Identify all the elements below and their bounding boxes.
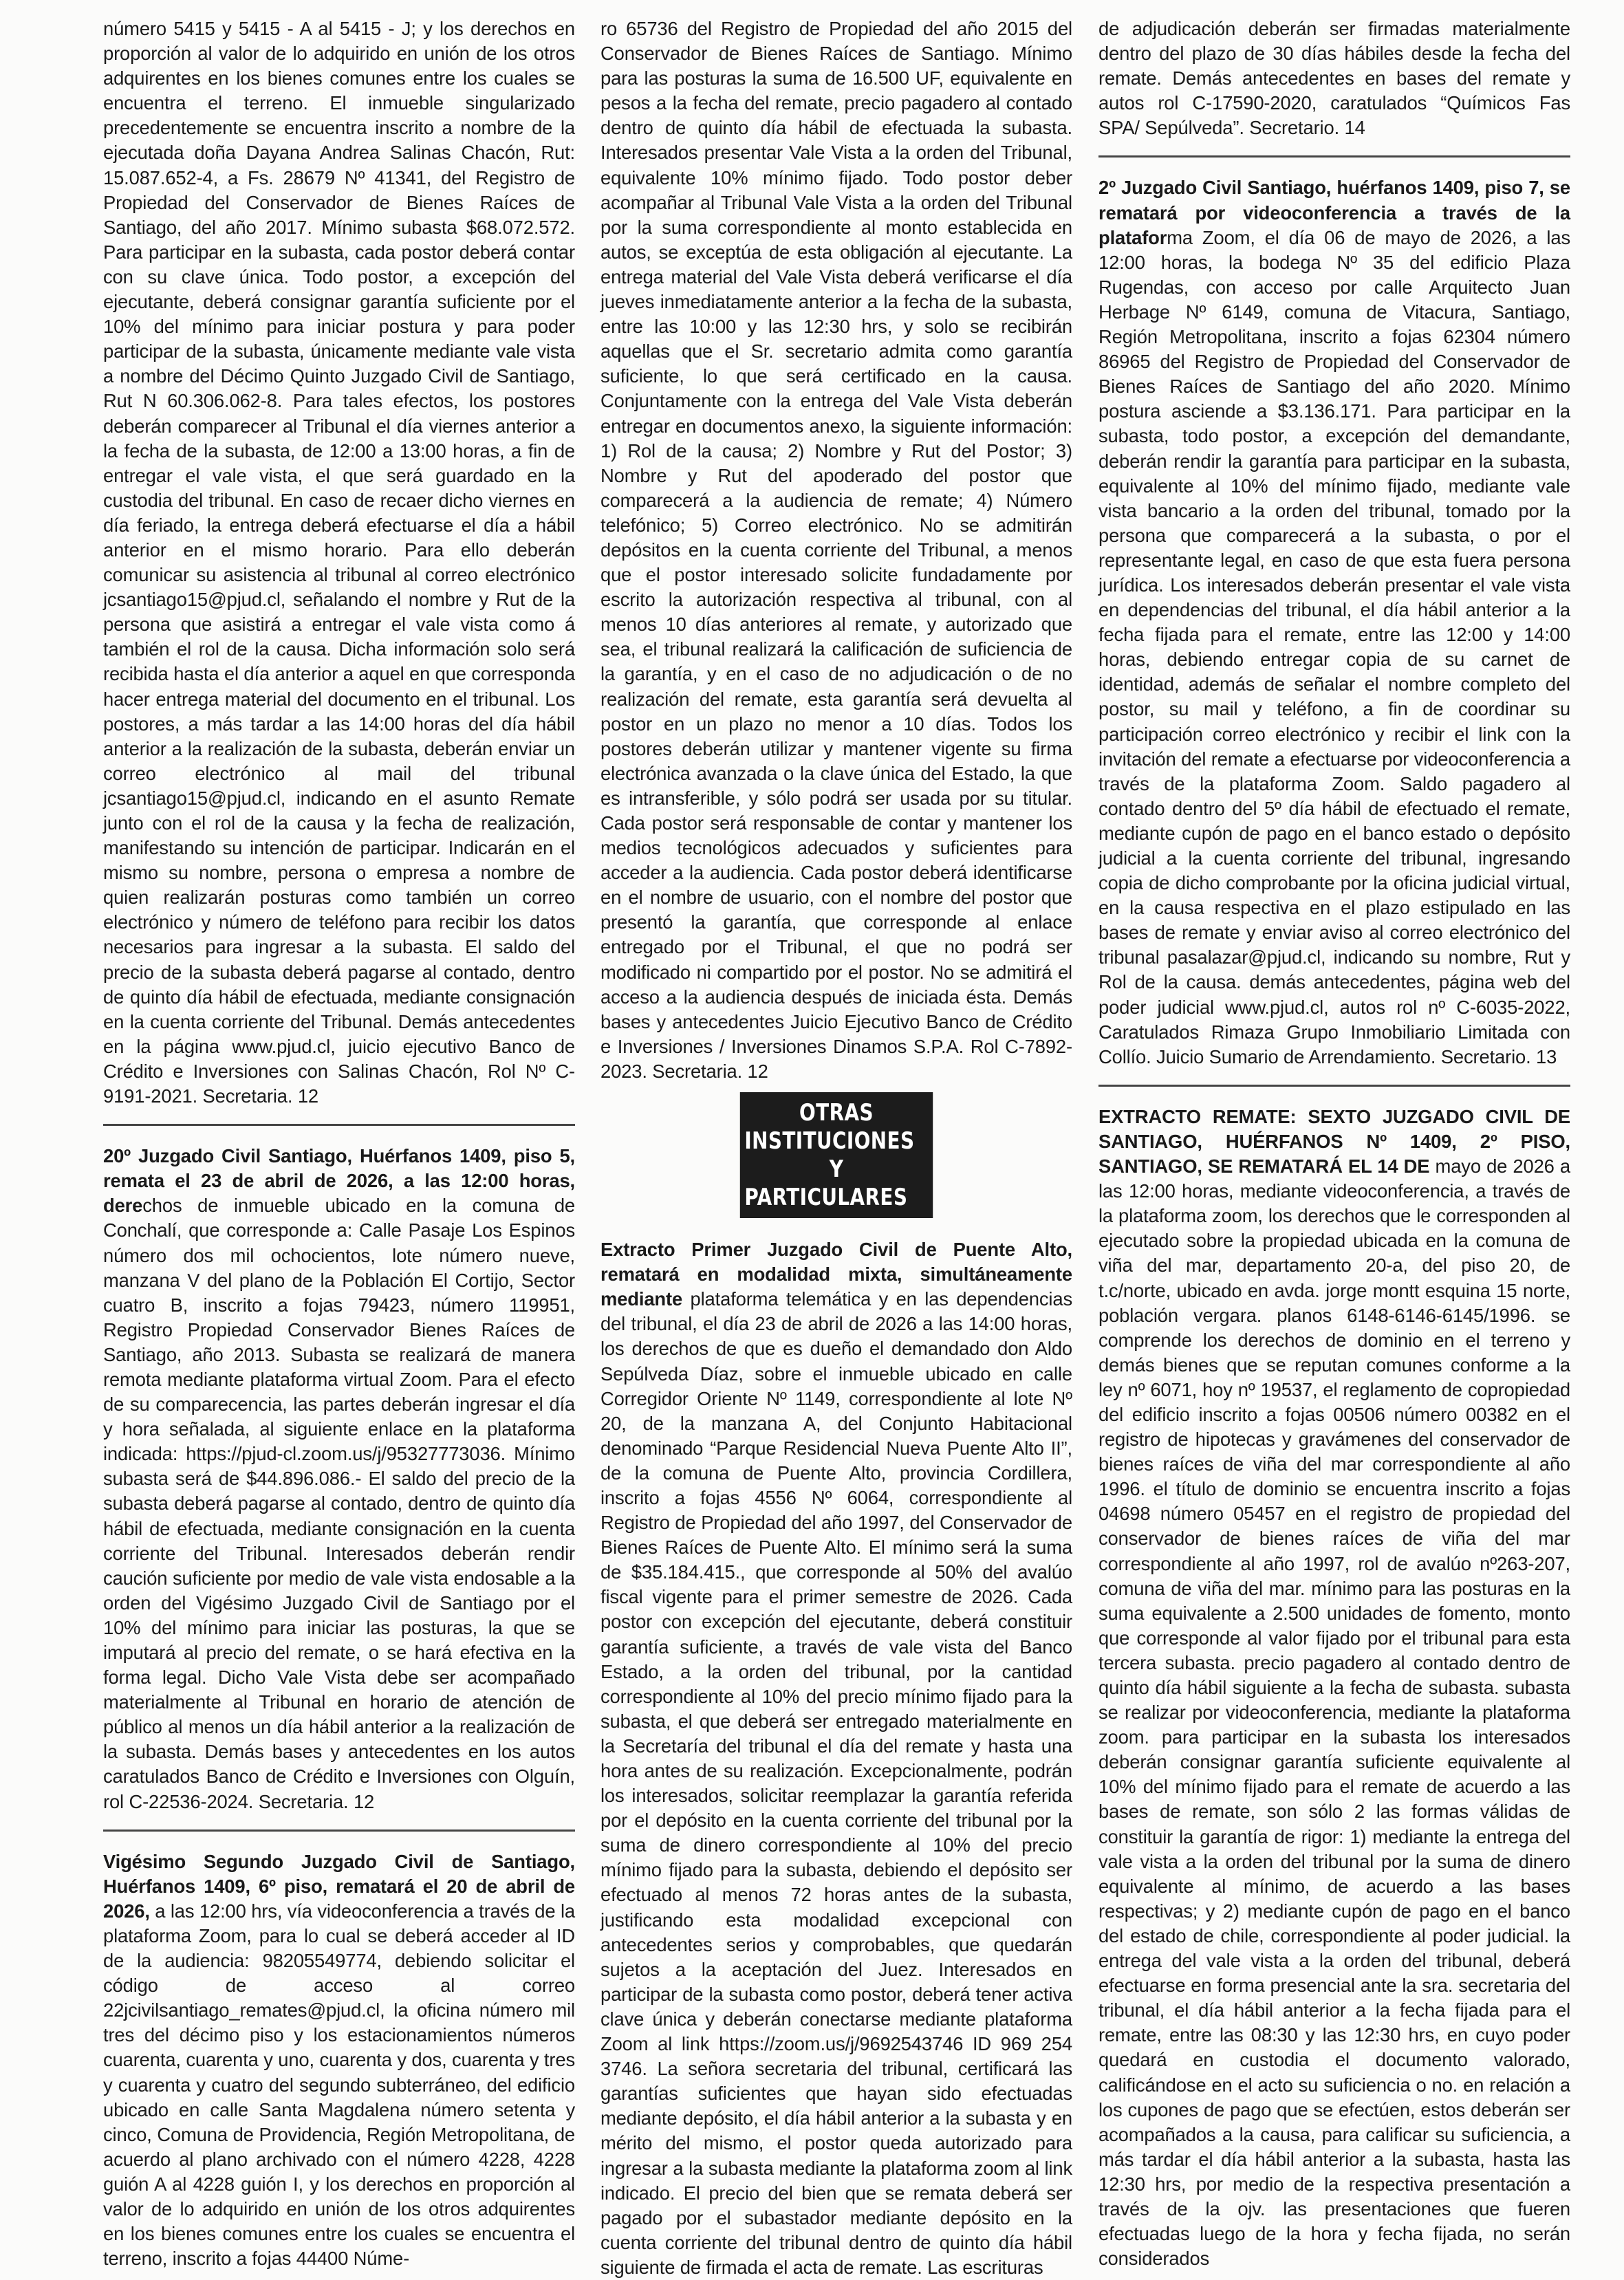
notice-puente-alto: [600, 1237, 1072, 2280]
notice-body: número 5415 y 5415 - A al 5415 - J; y los derechos en proporción al valor de lo adquirido en unión de los otros adquirentes en los bienes comunes entre los cuales se encuentra el terreno. El inmueble singularizado precedentemente se encuentra inscrito a nombre de la ejecutada doña Dayana Andrea Salinas Chacón, Rut: 15.087.652-4, a Fs. 28679 Nº 41341, del Registro de Propiedad del Conservador de Bienes Raíces de Santiago, del año 2017. Mínimo subasta $68.072.572. Para participar en la subasta, cada postor deberá contar con su clave única. Todo postor, a excepción del ejecutante, deberá consignar garantía suficiente por el 10% del mínimo para iniciar postura y para poder participar de la subasta, únicamente mediante vale vista a nombre del Décimo Quinto Juzgado Civil de Santiago, Rut N 60.306.062-8. Para tales efectos, los postores deberán comparecer al Tribunal el día viernes anterior a la fecha de la subasta, de 12:00 a 13:00 horas, a fin de entregar el vale vista, el que será guardado en la custodia del tribunal. En caso de recaer dicho viernes en día feriado, la entrega deberá efectuarse el día a hábil anterior en el mismo horario. Para ello deberán comunicar su asistencia al tribunal al correo electrónico jcsantiago15@pjud.cl, señalando el nombre y Rut de la persona que asistirá a entregar el vale vista como á también el rol de la causa. Dicha información solo será recibida hasta el día anterior a aquel en que corresponda hacer entrega material del documento en el tribunal. Los postores, a más tardar a las 14:00 horas del día hábil anterior a la realización de la subasta, deberán enviar un correo electrónico al mail del tribunal jcsantiago15@pjud.cl, indicando en el asunto Remate junto con el rol de la causa y la fecha de realización, manifestando su intención de participar. Indicarán en el mismo su nombre, persona o empresa a nombre de quien realizarán posturas como también un correo electrónico y número de teléfono para recibir los datos necesarios para ingresar a la subasta. El saldo del precio de la subasta deberá pagarse al contado, dentro de quinto día hábil de efectuada, mediante consignación en la cuenta corriente del Tribunal. Demás antecedentes en la página www.pjud.cl, juicio ejecutivo Banco de Crédito e Inversiones con Salinas Chacón, Rol Nº C-9191-2021. Secretaria. 12: [103, 18, 575, 1107]
notice-divider: [103, 1124, 575, 1126]
notice-sexto-juzgado: [1098, 1105, 1570, 2271]
notice-heading: EXTRACTO REMATE: SEXTO JUZGADO CIVIL DE SANTIAGO, HUÉRFANOS Nº 1409, 2º PISO, SANTIAGO, SE REMATARÁ EL 14 DE: [1098, 1105, 1570, 1177]
notice-body: ma Zoom, el día 06 de mayo de 2026, a las 12:00 horas, la bodega Nº 35 del edificio Plaza Rugendas, con acceso por calle Arquitecto Juan Herbage Nº 6149, comuna de Vitacura, Santiago, Región Metropolitana, inscrito a fojas 62304 número 86965 del Registro de Propiedad del Conservador de Bienes Raíces de Santiago del año 2020. Mínimo postura asciende a $3.136.171. Para participar en la subasta, todo postor, a excepción del demandante, deberán rendir la garantía para participar en la subasta, equivalente al 10% del mínimo fijado, mediante vale vista bancario a la orden del tribunal, tomado por la persona que comparecerá a la subasta, o por el representante legal, en caso de que esta fuera persona jurídica. Los interesados deberán presentar el vale vista en dependencias del tribunal, el día hábil anterior a la fecha fijada para el remate, entre las 12:00 y 14:00 horas, debiendo entregar copia de su carnet de identidad, además de señalar el nombre completo del postor, su mail y teléfono, a fin de coordinar su participación correo electrónico y recibir el link con la invitación del remate a efectuarse por videoconferencia a través de la plataforma Zoom. Saldo pagadero al contado dentro del 5º día hábil de efectuado el remate, mediante cupón de pago en el banco estado o depósito judicial a la cuenta corriente del tribunal, ingresando copia de dicho comprobante por la oficina judicial virtual, en la causa respectiva en el plazo estipulado en las bases de remate y enviar aviso al correo electrónico del tribunal pasalazar@pjud.cl, indicando su nombre, Rut y Rol de la causa. demás antecedentes, página web del poder judicial www.pjud.cl, autos rol nº C-6035-2022, Caratulados Rimaza Grupo Inmobiliario Limitada con Collío. Juicio Sumario de Arrendamiento. Secretario. 13: [1098, 226, 1570, 1067]
notice-divider: [1098, 1085, 1570, 1087]
notice-body: a las 12:00 hrs, vía videoconferencia a través de la plataforma Zoom, para lo cual se deberá acceder al ID de la audiencia: 98205549774, debiendo solicitar el código de acceso al correo 22jcivilsantiago_remates@pjud.cl, la oficina número mil tres del décimo piso y los estacionamientos números cuarenta, cuarenta y uno, cuarenta y dos, cuarenta y tres y cuarenta y cuatro del segundo subterráneo, del edificio ubicado en calle Santa Magdalena número setenta y cinco, Comuna de Providencia, Región Metropolitana, de acuerdo al plano archivado con el número 4228, 4228 guión A al 4228 guión I, y los derechos en proporción al valor de lo adquirido en unión de los otros adquirentes en los bienes comunes entre los cuales se encuentra el terreno, inscrito a fojas 44400 Núme-: [103, 1900, 575, 2270]
notice-20-juzgado: [103, 1144, 575, 1814]
section-banner-line2: Y PARTICULARES: [744, 1155, 908, 1212]
notice-body: ro 65736 del Registro de Propiedad del año 2015 del Conservador de Bienes Raíces de Santiago. Mínimo para las posturas la suma de 16.500 UF, equivalente en pesos a la fecha del remate, precio pagadero al contado dentro de quinto día hábil de efectuada la subasta. Interesados presentar Vale Vista a la orden del Tribunal, equivalente 10% mínimo fijado. Todo postor deber acompañar al Tribunal Vale Vista a la orden del Tribunal por la suma correspondiente al monto establecida en autos, se exceptúa de esta obligación al ejecutante. La entrega material del Vale Vista deberá verificarse el día jueves inmediatamente anterior a la fecha de la subasta, entre las 10:00 y las 12:30 hrs, y solo se recibirán aquellas que el Sr. secretario admita como garantía suficiente, lo que será certificado en la causa. Conjuntamente con la entrega del Vale Vista deberán entregar en documentos anexo, la siguiente información: 1) Rol de la causa; 2) Nombre y Rut del Postor; 3) Nombre y Rut del apoderado del postor que comparecerá a la audiencia de remate; 4) Número telefónico; 5) Correo electrónico. No se admitirán depósitos en la cuenta corriente del Tribunal, a menos que el postor interesado solicite fundadamente por escrito la autorización respectiva al tribunal, con al menos 10 días anteriores al remate, y autorizado que sea, el tribunal realizará la calificación de suficiencia de la garantía, y en el caso de no adjudicación o de no realización del remate, esta garantía será devuelta al postor en un plazo no menor a 10 días. Todos los postores deberán utilizar y mantener vigente su firma electrónica avanzada o la clave única del Estado, la que es intransferible, y sólo podrá ser usada por su titular. Cada postor será responsable de contar y mantener los medios tecnológicos adecuados y suficientes para acceder a la audiencia. Cada postor deberá identificarse en el nombre de usuario, con el nombre del postor que presentó la garantía, que corresponde al enlace entregado por el Tribunal, el que no podrá ser modificado ni compartido por el postor. No se admitirá el acceso a la audiencia después de iniciada ésta. Demás bases y antecedentes Juicio Ejecutivo Banco de Crédito e Inversiones / Inversiones Dinamos S.P.A. Rol C-7892-2023. Secretaria. 12: [600, 18, 1072, 1082]
notice-body: mayo de 2026 a las 12:00 horas, mediante videoconferencia, a través de la plataforma zoom, los derechos que le corresponden al ejecutado sobre la propiedad ubicada en la comuna de viña del mar, departamento 20-a, del piso 20, de t.c/norte, ubicado en avda. jorge montt esquina 15 norte, población vergara. planos 6148-6146-6145/1996. se comprende los derechos de dominio en el terreno y demás bienes que se reputan comunes conforme a la ley nº 6071, hoy nº 19537, el reglamento de copropiedad del edificio inscrito a fojas 00506 número 00382 en el registro de hipotecas y gravámenes del conservador de bienes raíces de viña del mar correspondiente al año 1996. el título de dominio se encuentra inscrito a fojas 04698 número 05457 en el registro de propiedad del conservador de bienes raíces de viña del mar correspondiente al año 1997, rol de avalúo nº263-207, comuna de viña del mar. mínimo para las posturas en la suma equivalente a 2.500 unidades de fomento, monto que corresponde al valor fijado por el tribunal para esta tercera subasta. precio pagadero al contado dentro de quinto día hábil siguiente a la fecha de subasta. subasta se realizar por videoconferencia, mediante la plataforma zoom. para participar en la subasta los interesados deberán consignar garantía suficiente equivalente al 10% del mínimo fijado para el remate de acuerdo a las bases de remate, son sólo 2 las formas válidas de constituir la garantía de rigor: 1) mediante la entrega del vale vista a la orden del tribunal por la suma de dinero equivalente al mínimo, de acuerdo a las bases respectivas; y 2) mediante cupón de pago en el banco del estado de chile, correspondiente al poder judicial. la entrega del vale vista a la orden del tribunal, deberá efectuarse en forma presencial ante la sra. secretaria del tribunal, el día hábil anterior a la fecha fijada para el remate, entre las 08:30 y las 12:30 hrs, en cuyo poder quedará en custodia el documento valorado, calificándose en el acto su suficiencia o no. en relación a los cupones de pago que se efectúen, estos deberán ser acompañados a la causa, para calificar su suficiencia, a más tardar el día hábil anterior a la subasta, hasta las 12:30 hrs, por medio de la respectiva presentación a través de la ojv. las presentaciones que fueren efectuadas luego de la hora y fecha fijada, no serán considerados: [1098, 1155, 1570, 2270]
notice-divider: [103, 1830, 575, 1832]
section-banner-line1: OTRAS INSTITUCIONES: [744, 1099, 915, 1155]
column-right: [1098, 17, 1570, 2270]
notice-body: plataforma telemática y en las dependencias del tribunal, el día 23 de abril de 2026 a las 14:00 horas, los derechos de que es dueño el demandado don Aldo Sepúlveda Díaz, sobre el inmueble ubicado en calle Corregidor Oriente Nº 1149, correspondiente al lote Nº 20, de la manzana A, del Conjunto Habitacional denominado “Parque Residencial Nueva Puente Alto II”, de la comuna de Puente Alto, provincia Cordillera, inscrito a fojas 4556 Nº 6064, correspondiente al Registro de Propiedad del año 1997, del Conservador de Bienes Raíces de Puente Alto. El mínimo será la suma de $35.184.415., que corresponde al 50% del avalúo fiscal vigente para el primer semestre de 2026. Cada postor con excepción del ejecutante, deberá constituir garantía suficiente, a través de vale vista del Banco Estado, a la orden del tribunal, por la cantidad correspondiente al 10% del precio mínimo fijado para la subasta, el que deberá ser entregado materialmente en la Secretaría del tribunal el día del remate y hasta una hora antes de su realización. Excepcionalmente, podrán los interesados, solicitar reemplazar la garantía referida por el depósito en la cuenta corriente del tribunal por la suma de dinero correspondiente al 10% del precio mínimo fijado para la subasta, debiendo el depósito ser efectuado al menos 72 horas antes de la subasta, justificando esta modalidad excepcional con antecedentes serios y comprobables, que quedarán sujetos a la aceptación del Juez. Interesados en participar de la subasta como postor, deberá tener activa clave única y deberán conectarse mediante plataforma Zoom al link https://zoom.us/j/9692543746 ID 969 254 3746. La señora secretaria del tribunal, certificará las garantías suficientes que hayan sido efectuadas mediante depósito, el día hábil anterior a la subasta y en mérito del mismo, el postor queda autorizado para ingresar a la subasta mediante la plataforma zoom al link indicado. El precio del bien que se remata deberá ser pagado por el subastador mediante depósito en la cuenta corriente del tribunal dentro de quinto día hábil siguiente de firmada el acta de remate. Las escrituras: [600, 1288, 1072, 2278]
notice-continuation: [103, 17, 575, 1109]
notice-continuation: [1098, 17, 1570, 140]
notice-heading: Extracto Primer Juzgado Civil de Puente Alto, rematará en modalidad mixta, simultáneamente mediante: [600, 1239, 1072, 1310]
notice-22-juzgado: [103, 1849, 575, 2272]
section-banner: [740, 1092, 933, 1218]
notice-continuation: [600, 17, 1072, 1084]
column-middle: [600, 17, 1072, 2278]
notice-body: de adjudicación deberán ser firmadas materialmente dentro del plazo de 30 días hábiles desde la fecha del remate. Demás antecedentes en bases del remate y autos rol C-17590-2020, caratulados “Químicos Fas SPA/ Sepúlveda”. Secretario. 14: [1098, 18, 1570, 139]
column-left: [103, 17, 575, 2270]
notice-divider: [1098, 155, 1570, 158]
notice-2-juzgado: [1098, 175, 1570, 1069]
notice-body: chos de inmueble ubicado en la comuna de Conchalí, que corresponde a: Calle Pasaje Los Espinos número dos mil ochocientos, lote número nueve, manzana V del plano de la Población El Cortijo, Sector cuatro B, inscrito a fojas 79423, número 119951, Registro Propiedad Conservador Bienes Raíces de Santiago, año 2013. Subasta se realizará de manera remota mediante plataforma virtual Zoom. Para el efecto de su comparecencia, las partes deberán ingresar el día y hora señalada, al siguiente enlace en la plataforma indicada: https://pjud-cl.zoom.us/j/95327773036. Mínimo subasta será de $44.896.086.- El saldo del precio de la subasta deberá pagarse al contado, dentro de quinto día hábil de efectuada, mediante consignación en la cuenta corriente del Tribunal. Interesados deberán rendir caución suficiente por medio de vale vista endosable a la orden del Vigésimo Juzgado Civil de Santiago por el 10% del mínimo para iniciar las posturas, la que se imputará al precio del remate, o se hará efectiva en la forma legal. Dicho Vale Vista debe ser acompañado materialmente al Tribunal en horario de atención de público al menos un día hábil anterior a la realización de la subasta. Demás bases y antecedentes en los autos caratulados Banco de Crédito e Inversiones con Olguín, rol C-22536-2024. Secretaria. 12: [103, 1195, 575, 1812]
notice-heading: Vigésimo Segundo Juzgado Civil de Santiago, Huérfanos 1409, 6º piso, rematará el 20 de abril de 2026,: [103, 1850, 575, 1922]
notice-heading: 20º Juzgado Civil Santiago, Huérfanos 1409, piso 5, remata el 23 de abril de 2026, a las 12:00 horas, dere: [103, 1145, 575, 1217]
notice-heading: 2º Juzgado Civil Santiago, huérfanos 1409, piso 7, se rematará por videoconferencia a través de la platafor: [1098, 177, 1570, 248]
